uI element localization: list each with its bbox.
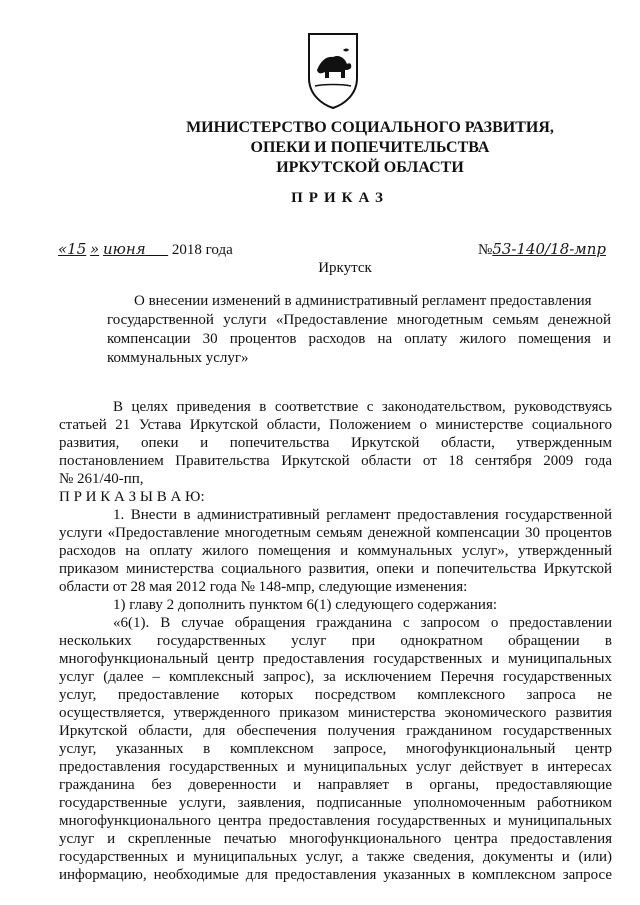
number-prefix: № bbox=[478, 242, 493, 258]
subject-line: компенсации 30 процентов расходов на оплату жилого помещения и bbox=[107, 331, 611, 347]
order-number bbox=[478, 240, 606, 259]
subject-line: государственной услуги «Предоставление многодетным семьям денежной bbox=[107, 312, 611, 328]
body-line: государственных и муниципальных услуг, а также сведения, документы и (или) bbox=[59, 849, 612, 865]
order-keyword: П Р И К А З Ы В А Ю: bbox=[59, 489, 205, 505]
body-line: услуг, указанных в комплексном запросе, многофункциональный центр bbox=[59, 741, 612, 757]
body-line: информацию, необходимые для предоставления указанных в комплексном запросе bbox=[59, 867, 612, 883]
coat-of-arms-icon bbox=[303, 30, 363, 110]
ministry-name-line3: ИРКУТСКОЙ ОБЛАСТИ bbox=[276, 159, 464, 176]
body-line: услуг (далее – комплексный запрос), за исключением Перечня государственных bbox=[59, 669, 612, 685]
number-value: 53-140/18-мпр bbox=[492, 240, 607, 258]
subject-line: О внесении изменений в административный регламент предоставления bbox=[134, 293, 592, 309]
body-line: статьей 21 Устава Иркутской области, Положением о министерстве социального bbox=[59, 417, 612, 433]
body-line: постановлением Правительства Иркутской области от 18 сентября 2009 года bbox=[59, 453, 612, 469]
date-year: 2018 года bbox=[171, 242, 233, 258]
body-line: государственные услуги, заявления, подписанные уполномоченным работником bbox=[59, 795, 612, 811]
city-name: Иркутск bbox=[318, 260, 372, 276]
body-line: услуг, предоставление которых посредством комплексного запроса не bbox=[59, 687, 612, 703]
body-line: 1. Внести в административный регламент предоставления государственной bbox=[113, 507, 612, 523]
body-line: услуги «Предоставление многодетным семьям денежной компенсации 30 процентов bbox=[59, 525, 612, 541]
body-line: гражданина без доверенности и направляет в органы, предоставляющие bbox=[59, 777, 612, 793]
ministry-name-line1: МИНИСТЕРСТВО СОЦИАЛЬНОГО РАЗВИТИЯ, bbox=[186, 119, 554, 136]
body-line: В целях приведения в соответствие с законодательством, руководствуясь bbox=[113, 399, 612, 415]
body-line: многофункционального центра предоставления государственных и муниципальных bbox=[59, 813, 612, 829]
ministry-name-line2: ОПЕКИ И ПОПЕЧИТЕЛЬСТВА bbox=[250, 139, 490, 156]
subject-line: коммунальных услуг» bbox=[107, 350, 249, 366]
body-line: многофункциональный центр предоставления государственных и муниципальных bbox=[59, 651, 612, 667]
body-line: «6(1). В случае обращения гражданина с запросом о предоставлении bbox=[113, 615, 612, 631]
body-line: предоставления государственных и муниципальных услуг действует в интересах bbox=[59, 759, 612, 775]
order-date bbox=[58, 240, 233, 259]
body-line: № 261/40-пп, bbox=[59, 471, 144, 487]
document-type-title: ПРИКАЗ bbox=[291, 190, 389, 206]
body-line: осуществляется, утвержденного приказом министерства экономического развития bbox=[59, 705, 612, 721]
body-line: 1) главу 2 дополнить пунктом 6(1) следующего содержания: bbox=[113, 597, 498, 613]
body-line: развития, опеки и попечительства Иркутской области, утвержденным bbox=[59, 435, 612, 451]
body-line: услуг и скрепленные печатью многофункционального центра предоставления bbox=[59, 831, 612, 847]
body-line: нескольких государственных услуг при однократном обращении в bbox=[59, 633, 612, 649]
date-month: июня bbox=[102, 240, 146, 258]
date-day: «15 bbox=[58, 240, 87, 258]
body-line: расходов на оплату жилого помещения и коммунальных услуг», утвержденный bbox=[59, 543, 612, 559]
date-separator: » bbox=[90, 240, 100, 258]
body-line: Иркутской области, для обеспечения получения гражданином государственных bbox=[59, 723, 612, 739]
body-line: приказом министерства социального развития, опеки и попечительства Иркутской bbox=[59, 561, 612, 577]
body-line: области от 28 мая 2012 года № 148-мпр, следующие изменения: bbox=[59, 579, 468, 595]
